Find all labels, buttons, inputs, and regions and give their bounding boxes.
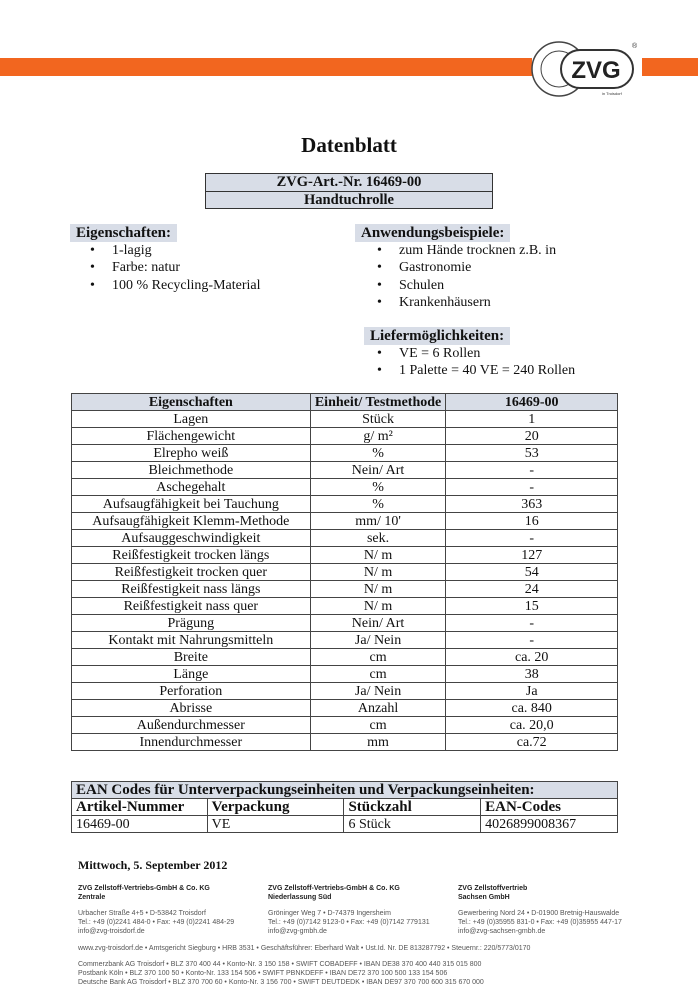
table-row [72,717,618,734]
list-item: • VE = 6 Rollen [377,346,481,361]
list-item: • 1-lagig [90,243,152,258]
row-unit: Stück [310,411,446,428]
row-unit: cm [310,717,446,734]
list-item: • Schulen [377,277,445,293]
list-item: • 1 Palette = 40 VE = 240 Rollen [377,363,576,379]
row-property: Innendurchmesser [72,734,311,751]
row-unit: % [310,496,446,513]
footer-company-name: ZVG Zellstoffvertrieb [458,885,528,892]
table-row [72,445,618,462]
row-unit: Ja/ Nein [310,683,446,700]
liefer-heading: Liefermöglichkeiten: [364,327,510,345]
document-date: Mittwoch, 5. September 2012 [78,858,228,872]
row-value: 127 [446,547,618,564]
table-row [72,683,618,700]
row-value: 38 [446,666,618,683]
row-property: Aschegehalt [72,479,311,496]
ean-title: EAN Codes für Unterverpackungseinheiten und Verpackungseinheiten: [72,782,618,799]
footer-line: Tel.: +49 (0)7142 9123-0 • Fax: +49 (0)7142 779131 [268,919,430,926]
ean-col-quantity: Stückzahl [344,799,481,816]
row-value: - [446,462,618,479]
footer-bank-line: Postbank Köln • BLZ 370 100 50 • Konto-Nr. 133 154 506 • SWIFT PBNKDEFF • IBAN DE72 370 100 500 133 154 506 [78,970,448,977]
article-box [205,173,493,209]
logo-text: ZVG [571,57,621,84]
list-item: • Gastronomie [377,260,472,276]
ean-article-number: 16469-00 [72,816,208,833]
row-value: 20 [446,428,618,445]
row-property: Reißfestigkeit nass quer [72,598,311,615]
row-value: - [446,615,618,632]
row-unit: Ja/ Nein [310,632,446,649]
ean-col-codes: EAN-Codes [481,799,618,816]
row-unit: % [310,479,446,496]
row-unit: N/ m [310,547,446,564]
row-unit: mm [310,734,446,751]
list-item: • zum Hände trocknen z.B. in [377,243,557,258]
footer-line: Gewerbering Nord 24 • D-01900 Bretnig-Hauswalde [458,910,620,917]
row-unit: cm [310,666,446,683]
ean-code: 4026899008367 [481,816,618,833]
article-number: ZVG-Art.-Nr. 16469-00 [206,174,492,191]
orange-header-band-right [642,58,698,76]
table-row [72,666,618,683]
footer-bank-line: Commerzbank AG Troisdorf • BLZ 370 400 44 • Konto-Nr. 3 150 158 • SWIFT COBADEFF • IBAN DE38 370 400 440 315 015 800 [78,961,482,968]
table-row [72,547,618,564]
row-value: - [446,530,618,547]
table-row [72,411,618,428]
table-row [72,649,618,666]
eigenschaften-list [84,242,334,294]
footer-address-sued [268,884,458,936]
row-unit: g/ m² [310,428,446,445]
footer-bank-line: Deutsche Bank AG Troisdorf • BLZ 370 700 60 • Konto-Nr. 3 156 700 • SWIFT DEUTDEDK • IBAN DE97 370 700 600 315 670 000 [78,979,484,986]
row-value: ca. 20 [446,649,618,666]
row-property: Breite [72,649,311,666]
footer-line: info@zvg-troisdorf.de [78,928,145,935]
row-property: Prägung [72,615,311,632]
table-row [72,581,618,598]
list-item: • 100 % Recycling-Material [90,277,261,293]
column-header-value: 16469-00 [446,394,618,411]
column-header-properties: Eigenschaften [72,394,311,411]
row-property: Außendurchmesser [72,717,311,734]
row-property: Reißfestigkeit nass längs [72,581,311,598]
table-row [72,496,618,513]
table-header-row [72,394,618,411]
row-unit: N/ m [310,581,446,598]
footer-line: Tel.: +49 (0)2241 484-0 • Fax: +49 (0)2241 484-29 [78,919,235,926]
ean-packaging: VE [207,816,344,833]
ean-quantity: 6 Stück [344,816,481,833]
footer-branch-name: Sachsen GmbH [458,894,510,901]
row-value: 16 [446,513,618,530]
eigenschaften-heading: Eigenschaften: [70,224,177,242]
page-title: Datenblatt [301,133,397,157]
row-value: Ja [446,683,618,700]
table-row [72,428,618,445]
row-value: 363 [446,496,618,513]
footer-branch-name: Zentrale [78,894,106,901]
row-property: Abrisse [72,700,311,717]
row-unit: N/ m [310,598,446,615]
anwendung-list [371,242,651,312]
row-unit: sek. [310,530,446,547]
row-value: ca.72 [446,734,618,751]
row-property: Flächengewicht [72,428,311,445]
anwendung-heading: Anwendungsbeispiele: [355,224,510,242]
row-unit: % [310,445,446,462]
footer-legal-info: www.zvg-troisdorf.de • Amtsgericht Siegburg • HRB 3531 • Geschäftsführer: Eberhard Walt • Ust.Id. Nr. DE 813287792 • Steuernr.: 220/5773/0170 [78,945,531,952]
liefer-list [371,345,651,380]
table-row [72,598,618,615]
table-row [72,816,618,833]
row-value: 54 [446,564,618,581]
table-row [72,462,618,479]
row-property: Aufsaugfähigkeit Klemm-Methode [72,513,311,530]
logo-small-text: in Troisdorf [602,91,622,96]
ean-col-packaging: Verpackung [207,799,344,816]
row-property: Bleichmethode [72,462,311,479]
row-unit: cm [310,649,446,666]
row-property: Reißfestigkeit trocken quer [72,564,311,581]
footer-line: Gröninger Weg 7 • D-74379 Ingersheim [268,910,391,917]
row-value: ca. 840 [446,700,618,717]
row-property: Perforation [72,683,311,700]
footer-line: Tel.: +49 (0)35955 831-0 • Fax: +49 (0)35955 447-17 [458,919,622,926]
footer-address-sachsen [458,884,648,936]
row-property: Aufsauggeschwindigkeit [72,530,311,547]
ean-table [71,781,618,833]
table-row [72,564,618,581]
row-value: 53 [446,445,618,462]
row-value: - [446,632,618,649]
row-unit: Nein/ Art [310,462,446,479]
zvg-logo [528,38,646,100]
row-property: Elrepho weiß [72,445,311,462]
row-unit: Nein/ Art [310,615,446,632]
footer-line: info@zvg-sachsen-gmbh.de [458,928,546,935]
table-row [72,700,618,717]
footer-line: info@zvg-gmbh.de [268,928,327,935]
table-row [72,530,618,547]
row-value: - [446,479,618,496]
footer-line: Urbacher Straße 4+5 • D-53842 Troisdorf [78,910,206,917]
table-row [72,632,618,649]
row-unit: Anzahl [310,700,446,717]
list-item: • Farbe: natur [90,260,181,276]
svg-text:®: ® [632,43,638,50]
table-row [72,734,618,751]
orange-header-band-left [0,58,532,76]
row-property: Länge [72,666,311,683]
row-value: ca. 20,0 [446,717,618,734]
column-header-unit: Einheit/ Testmethode [310,394,446,411]
ean-col-article: Artikel-Nummer [72,799,208,816]
row-value: 24 [446,581,618,598]
row-property: Lagen [72,411,311,428]
row-property: Reißfestigkeit trocken längs [72,547,311,564]
row-unit: mm/ 10' [310,513,446,530]
properties-table [71,393,618,751]
article-name: Handtuchrolle [206,191,492,208]
row-value: 1 [446,411,618,428]
row-property: Aufsaugfähigkeit bei Tauchung [72,496,311,513]
table-row [72,513,618,530]
row-property: Kontakt mit Nahrungsmitteln [72,632,311,649]
list-item: • Krankenhäusern [377,295,491,311]
table-row [72,479,618,496]
footer-branch-name: Niederlassung Süd [268,894,332,901]
table-row [72,615,618,632]
footer-address-zentrale [78,884,268,936]
footer-company-name: ZVG Zellstoff-Vertriebs-GmbH & Co. KG [78,885,210,892]
row-value: 15 [446,598,618,615]
row-unit: N/ m [310,564,446,581]
footer-company-name: ZVG Zellstoff-Vertriebs-GmbH & Co. KG [268,885,400,892]
